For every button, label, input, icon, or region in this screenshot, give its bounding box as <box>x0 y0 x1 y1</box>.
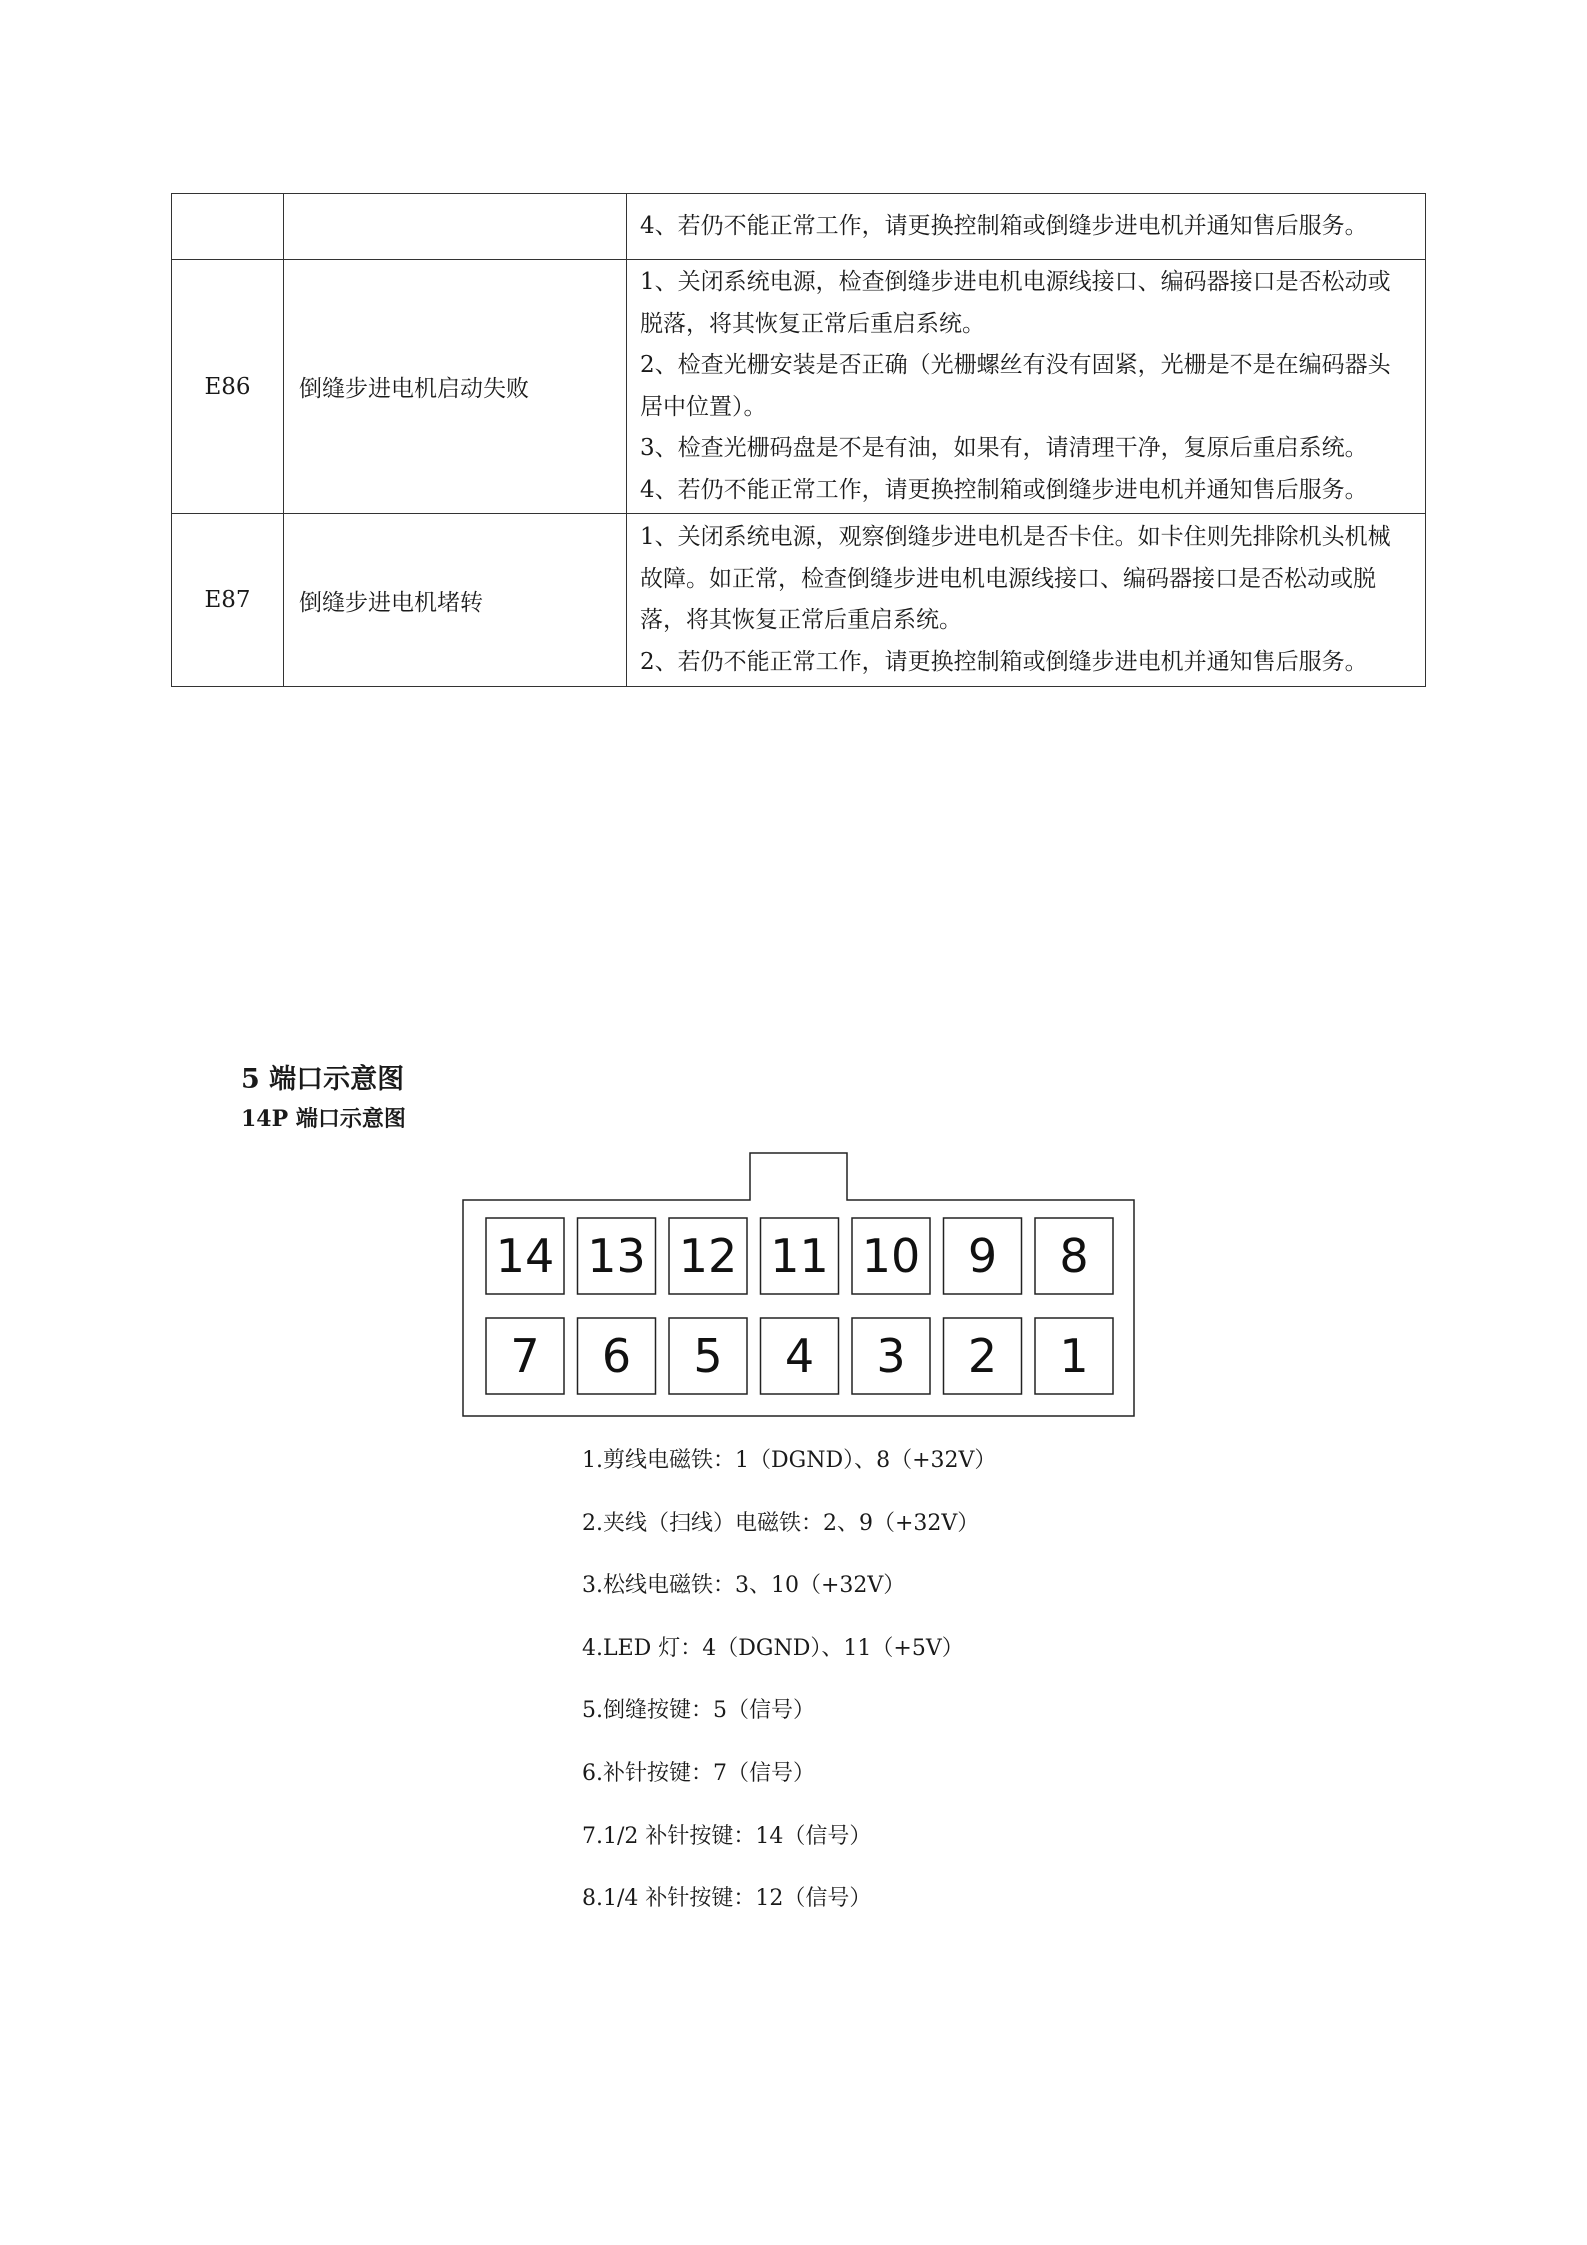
fault-name-cell: 倒缝步进电机启动失败 <box>284 260 627 514</box>
connector-pin-number: 5 <box>693 1329 723 1383</box>
connector-pin-number: 12 <box>678 1229 738 1283</box>
table-row <box>172 194 1426 260</box>
connector-pin-number: 4 <box>784 1329 815 1383</box>
solution-step: 4、若仍不能正常工作，请更换控制箱或倒缝步进电机并通知售后服务。 <box>640 476 1368 503</box>
section-subtitle: 14P 端口示意图 <box>241 1106 406 1132</box>
solution-step: 3、检查光栅码盘是不是有油，如果有，请清理干净，复原后重启系统。 <box>640 435 1368 461</box>
connector-pin-number: 13 <box>587 1229 646 1283</box>
solution-step: 1、关闭系统电源，检查倒缝步进电机电源线接口、编码器接口是否松动或脱落，将其恢复正常后重启系统。 <box>640 269 1391 337</box>
pin-description: 1.剪线电磁铁：1（DGND）、8（+32V） <box>582 1448 997 1473</box>
pin-description: 3.松线电磁铁：3、10（+32V） <box>582 1573 906 1599</box>
connector-top-row <box>486 1218 1113 1294</box>
connector-bottom-row <box>486 1318 1113 1394</box>
table-row <box>172 514 1426 687</box>
fault-name-cell: 倒缝步进电机堵转 <box>284 514 627 687</box>
fault-solution-cell <box>627 514 1426 687</box>
pin-description: 2.夹线（扫线）电磁铁：2、9（+32V） <box>582 1510 980 1536</box>
connector-pin-number: 6 <box>601 1329 632 1383</box>
pin-description: 5.倒缝按键：5（信号） <box>582 1698 815 1724</box>
connector-diagram <box>462 1152 1135 1417</box>
connector-pin-number: 2 <box>967 1329 998 1383</box>
pin-description: 7.1/2 补针按键：14（信号） <box>582 1823 872 1849</box>
connector-pin-number: 1 <box>1059 1329 1089 1383</box>
fault-name-cell <box>284 194 627 260</box>
pin-description: 8.1/4 补针按键：12（信号） <box>582 1886 872 1912</box>
pin-description-list <box>582 1444 996 1945</box>
fault-code-cell: E86 <box>172 260 284 514</box>
connector-svg <box>462 1152 1135 1417</box>
pin-description: 4.LED 灯：4（DGND）、11（+5V） <box>582 1635 964 1661</box>
pin-description: 6.补针按键：7（信号） <box>582 1760 815 1786</box>
fault-code-table <box>171 193 1426 687</box>
connector-pin-number: 3 <box>876 1329 906 1383</box>
table-row <box>172 260 1426 514</box>
connector-pin-number: 11 <box>770 1229 829 1283</box>
connector-pin-number: 10 <box>861 1229 921 1283</box>
fault-solution-cell <box>627 260 1426 514</box>
connector-pin-number: 8 <box>1059 1229 1089 1283</box>
solution-step: 2、检查光栅安装是否正确（光栅螺丝有没有固紧，光栅是不是在编码器头居中位置）。 <box>640 352 1391 420</box>
fault-code-cell: E87 <box>172 514 284 687</box>
fault-code-cell <box>172 194 284 260</box>
solution-step: 1、关闭系统电源，观察倒缝步进电机是否卡住。如卡住则先排除机头机械故障。如正常，检查倒缝步进电机电源线接口、编码器接口是否松动或脱落，将其恢复正常后重启系统。 <box>640 524 1391 633</box>
connector-pin-number: 14 <box>495 1229 555 1283</box>
solution-step: 4、若仍不能正常工作，请更换控制箱或倒缝步进电机并通知售后服务。 <box>640 212 1368 239</box>
connector-pin-number: 9 <box>967 1229 998 1283</box>
solution-step: 2、若仍不能正常工作，请更换控制箱或倒缝步进电机并通知售后服务。 <box>640 648 1368 675</box>
section-title: 5 端口示意图 <box>241 1064 405 1095</box>
connector-pin-number: 7 <box>510 1329 540 1383</box>
fault-solution-cell <box>627 194 1426 260</box>
